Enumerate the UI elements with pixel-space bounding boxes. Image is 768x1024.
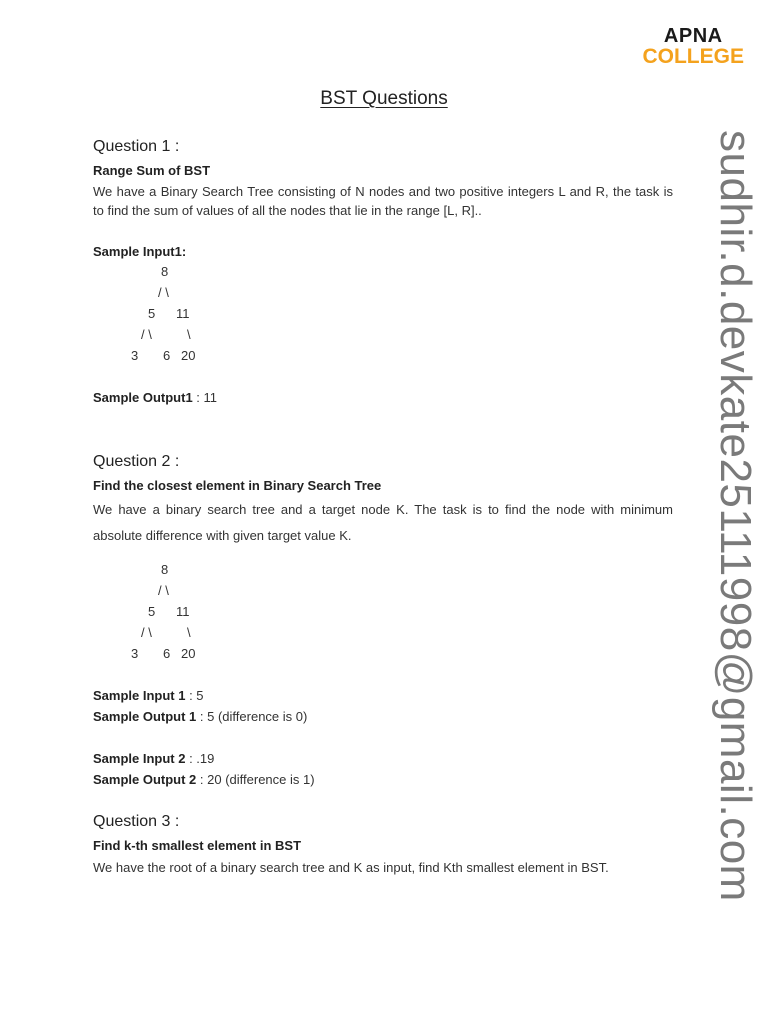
input-1-value: : 5 bbox=[185, 688, 204, 703]
tree-diagram-2 bbox=[123, 562, 263, 662]
tree-edges-bottom-left: / \ bbox=[141, 327, 152, 342]
input-2-value: : .19 bbox=[185, 751, 215, 766]
tree-node-11: 11 bbox=[176, 604, 190, 619]
input-2-label: Sample Input 2 bbox=[93, 751, 186, 766]
logo-top-text: APNA bbox=[663, 25, 723, 47]
question-2-description: We have a binary search tree and a target node K. The task is to find the node with minimum absolute difference with given target value K. bbox=[93, 502, 673, 543]
tree-edges-bottom-left: / \ bbox=[141, 625, 152, 640]
page-title: BST Questions bbox=[320, 88, 448, 109]
question-2-input-2 bbox=[93, 751, 214, 766]
tree-node-5: 5 bbox=[148, 604, 156, 619]
output-1-label: Sample Output 1 bbox=[93, 709, 197, 724]
tree-node-root: 8 bbox=[161, 264, 169, 279]
question-3-subtitle: Find k-th smallest element in BST bbox=[93, 838, 302, 853]
question-2-output-1 bbox=[93, 709, 307, 724]
question-1-output bbox=[93, 390, 217, 405]
tree-node-20: 20 bbox=[181, 646, 196, 661]
tree-node-11: 11 bbox=[176, 306, 190, 321]
output-1-value: : 5 (difference is 0) bbox=[196, 709, 308, 724]
question-2-input-1 bbox=[93, 688, 204, 703]
question-1-description: We have a Binary Search Tree consisting of N nodes and two positive integers L and R, the task is to find the sum of values of all the nodes that lie in the range [L, R].. bbox=[93, 184, 673, 218]
tree-diagram-1 bbox=[123, 264, 263, 364]
tree-node-20: 20 bbox=[181, 348, 196, 363]
question-2-output-2 bbox=[93, 772, 315, 787]
question-3-heading: Question 3 : bbox=[93, 813, 180, 830]
tree-node-6: 6 bbox=[163, 646, 171, 661]
output-value: : 11 bbox=[192, 390, 218, 405]
question-2-subtitle: Find the closest element in Binary Search Tree bbox=[93, 478, 382, 493]
tree-edges-top: / \ bbox=[158, 583, 169, 598]
apna-college-logo bbox=[642, 26, 744, 67]
question-1-input-label bbox=[93, 244, 186, 259]
question-3-description: We have the root of a binary search tree and K as input, find Kth smallest element in BST. bbox=[93, 860, 609, 875]
tree-edges-top: / \ bbox=[158, 285, 169, 300]
tree-edges-bottom-right: \ bbox=[187, 327, 191, 342]
output-2-value: : 20 (difference is 1) bbox=[196, 772, 315, 787]
tree-node-5: 5 bbox=[148, 306, 156, 321]
tree-node-root: 8 bbox=[161, 562, 169, 577]
email-watermark: sudhir.d.devkate25111998@gmail.com bbox=[711, 130, 760, 902]
output-label-bold: Sample Output1 bbox=[93, 390, 193, 405]
tree-node-3: 3 bbox=[131, 646, 139, 661]
output-2-label: Sample Output 2 bbox=[93, 772, 197, 787]
tree-node-6: 6 bbox=[163, 348, 171, 363]
logo-bottom-text: COLLEGE bbox=[642, 45, 744, 68]
tree-edges-bottom-right: \ bbox=[187, 625, 191, 640]
question-2-heading: Question 2 : bbox=[93, 453, 180, 470]
input-1-label: Sample Input 1 bbox=[93, 688, 186, 703]
input-label-bold: Sample Input1: bbox=[93, 244, 187, 259]
tree-node-3: 3 bbox=[131, 348, 139, 363]
question-1-heading: Question 1 : bbox=[93, 138, 180, 155]
question-1-subtitle: Range Sum of BST bbox=[93, 163, 211, 178]
